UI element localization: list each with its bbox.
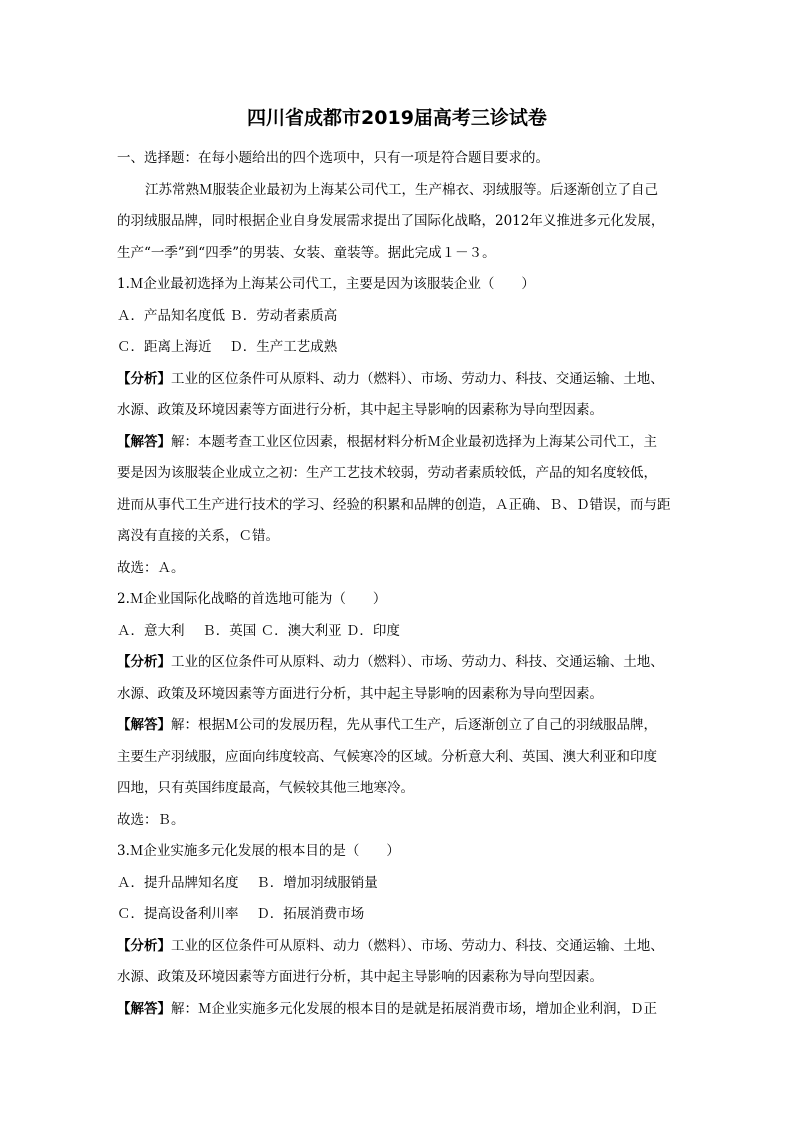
question-option: Ａ．提升品牌知名度 Ｂ．增加羽绒服销量: [117, 874, 378, 891]
answer-line: 四地，只有英国纬度最高，气候较其他三地寒冷。: [117, 780, 414, 796]
analysis-text: 工业的区位条件可从原料、动力（燃料）、市场、劳动力、科技、交通运输、土地、: [171, 370, 664, 387]
answer-text: 解：本题考查工业区位因素，根据材料分析Ｍ企业最初选择为上海某公司代工，主: [171, 433, 657, 450]
answer-tag: 【解答】: [117, 1000, 171, 1017]
answer-text: 解：Ｍ企业实施多元化发展的根本目的是就是拓展消费市场，增加企业利润，Ｄ正: [171, 1000, 657, 1017]
answer-line: 要是因为该服装企业成立之初：生产工艺技术较弱，劳动者素质较低，产品的知名度较低，: [117, 465, 657, 481]
material-line: 生产“一季”到“四季”的男装、女装、童装等。据此完成１－３。: [117, 244, 496, 261]
choice-line: 故选：Ａ。: [117, 559, 185, 576]
analysis-text: 工业的区位条件可从原料、动力（燃料）、市场、劳动力、科技、交通运输、土地、: [171, 654, 664, 670]
analysis-line: [117, 364, 683, 396]
analysis-line: [117, 931, 683, 963]
question-option: Ｃ．提高设备利川率 Ｄ．拓展消费市场: [117, 906, 365, 922]
choice-line: 故选：Ｂ。: [117, 811, 185, 828]
answer-tag: 【解答】: [117, 717, 171, 733]
question-option: Ａ．产品知名度低 Ｂ．劳动者素质高: [117, 307, 338, 324]
question-stem: 1.Ｍ企业最初选择为上海某公司代工，主要是因为该服装企业（ ）: [117, 276, 535, 292]
analysis-line: 水源、政策及环境因素等方面进行分析，其中起主导影响的因素称为导向型因素。: [117, 685, 603, 702]
answer-line: [117, 710, 683, 742]
question-option: Ａ．意大利 Ｂ．英国 Ｃ．澳大利亚 Ｄ．印度: [117, 622, 400, 639]
question-stem: 2.Ｍ企业国际化战略的首选地可能为（ ）: [117, 591, 387, 607]
analysis-line: [117, 647, 683, 679]
material-line: 江苏常熟Ｍ服装企业最初为上海某公司代工，生产棉衣、羽绒服等。后逐渐创立了自己: [145, 181, 658, 198]
analysis-line: 水源、政策及环境因素等方面进行分析，其中起主导影响的因素称为导向型因素。: [117, 402, 603, 418]
analysis-tag: 【分析】: [117, 370, 171, 387]
question-stem: 3.Ｍ企业实施多元化发展的根本目的是（ ）: [117, 843, 400, 859]
material-line: 的羽绒服品牌，同时根据企业自身发展需求提出了国际化战略，2012年义推进多元化发展，: [117, 213, 665, 229]
answer-text: 解：根据Ｍ公司的发展历程，先从事代工生产，后逐渐创立了自己的羽绒服品牌，: [171, 717, 657, 733]
answer-tag: 【解答】: [117, 433, 171, 450]
page-title: 四川省成都市2019届高考三诊试卷: [247, 107, 547, 129]
answer-line: [117, 427, 683, 459]
question-option: Ｃ．距离上海近 Ｄ．生产工艺成熟: [117, 339, 338, 355]
analysis-tag: 【分析】: [117, 937, 171, 954]
answer-line: 离没有直接的关系，Ｃ错。: [117, 528, 279, 544]
section-heading: 一、选择题：在每小题给出的四个选项中，只有一项是符合题目要求的。: [117, 150, 549, 166]
exam-content: [117, 143, 683, 1025]
answer-line: 主要生产羽绒服，应面向纬度较高、气候寒冷的区域。分析意大利、英国、澳大利亚和印度: [117, 748, 657, 765]
analysis-text: 工业的区位条件可从原料、动力（燃料）、市场、劳动力、科技、交通运输、土地、: [171, 937, 664, 954]
analysis-tag: 【分析】: [117, 654, 171, 670]
analysis-line: 水源、政策及环境因素等方面进行分析，其中起主导影响的因素称为导向型因素。: [117, 969, 603, 985]
answer-line: [117, 994, 683, 1026]
answer-line: 进而从事代工生产进行技术的学习、经验的积累和品牌的创造，Ａ正确、Ｂ、Ｄ错误，而与距: [117, 496, 671, 513]
